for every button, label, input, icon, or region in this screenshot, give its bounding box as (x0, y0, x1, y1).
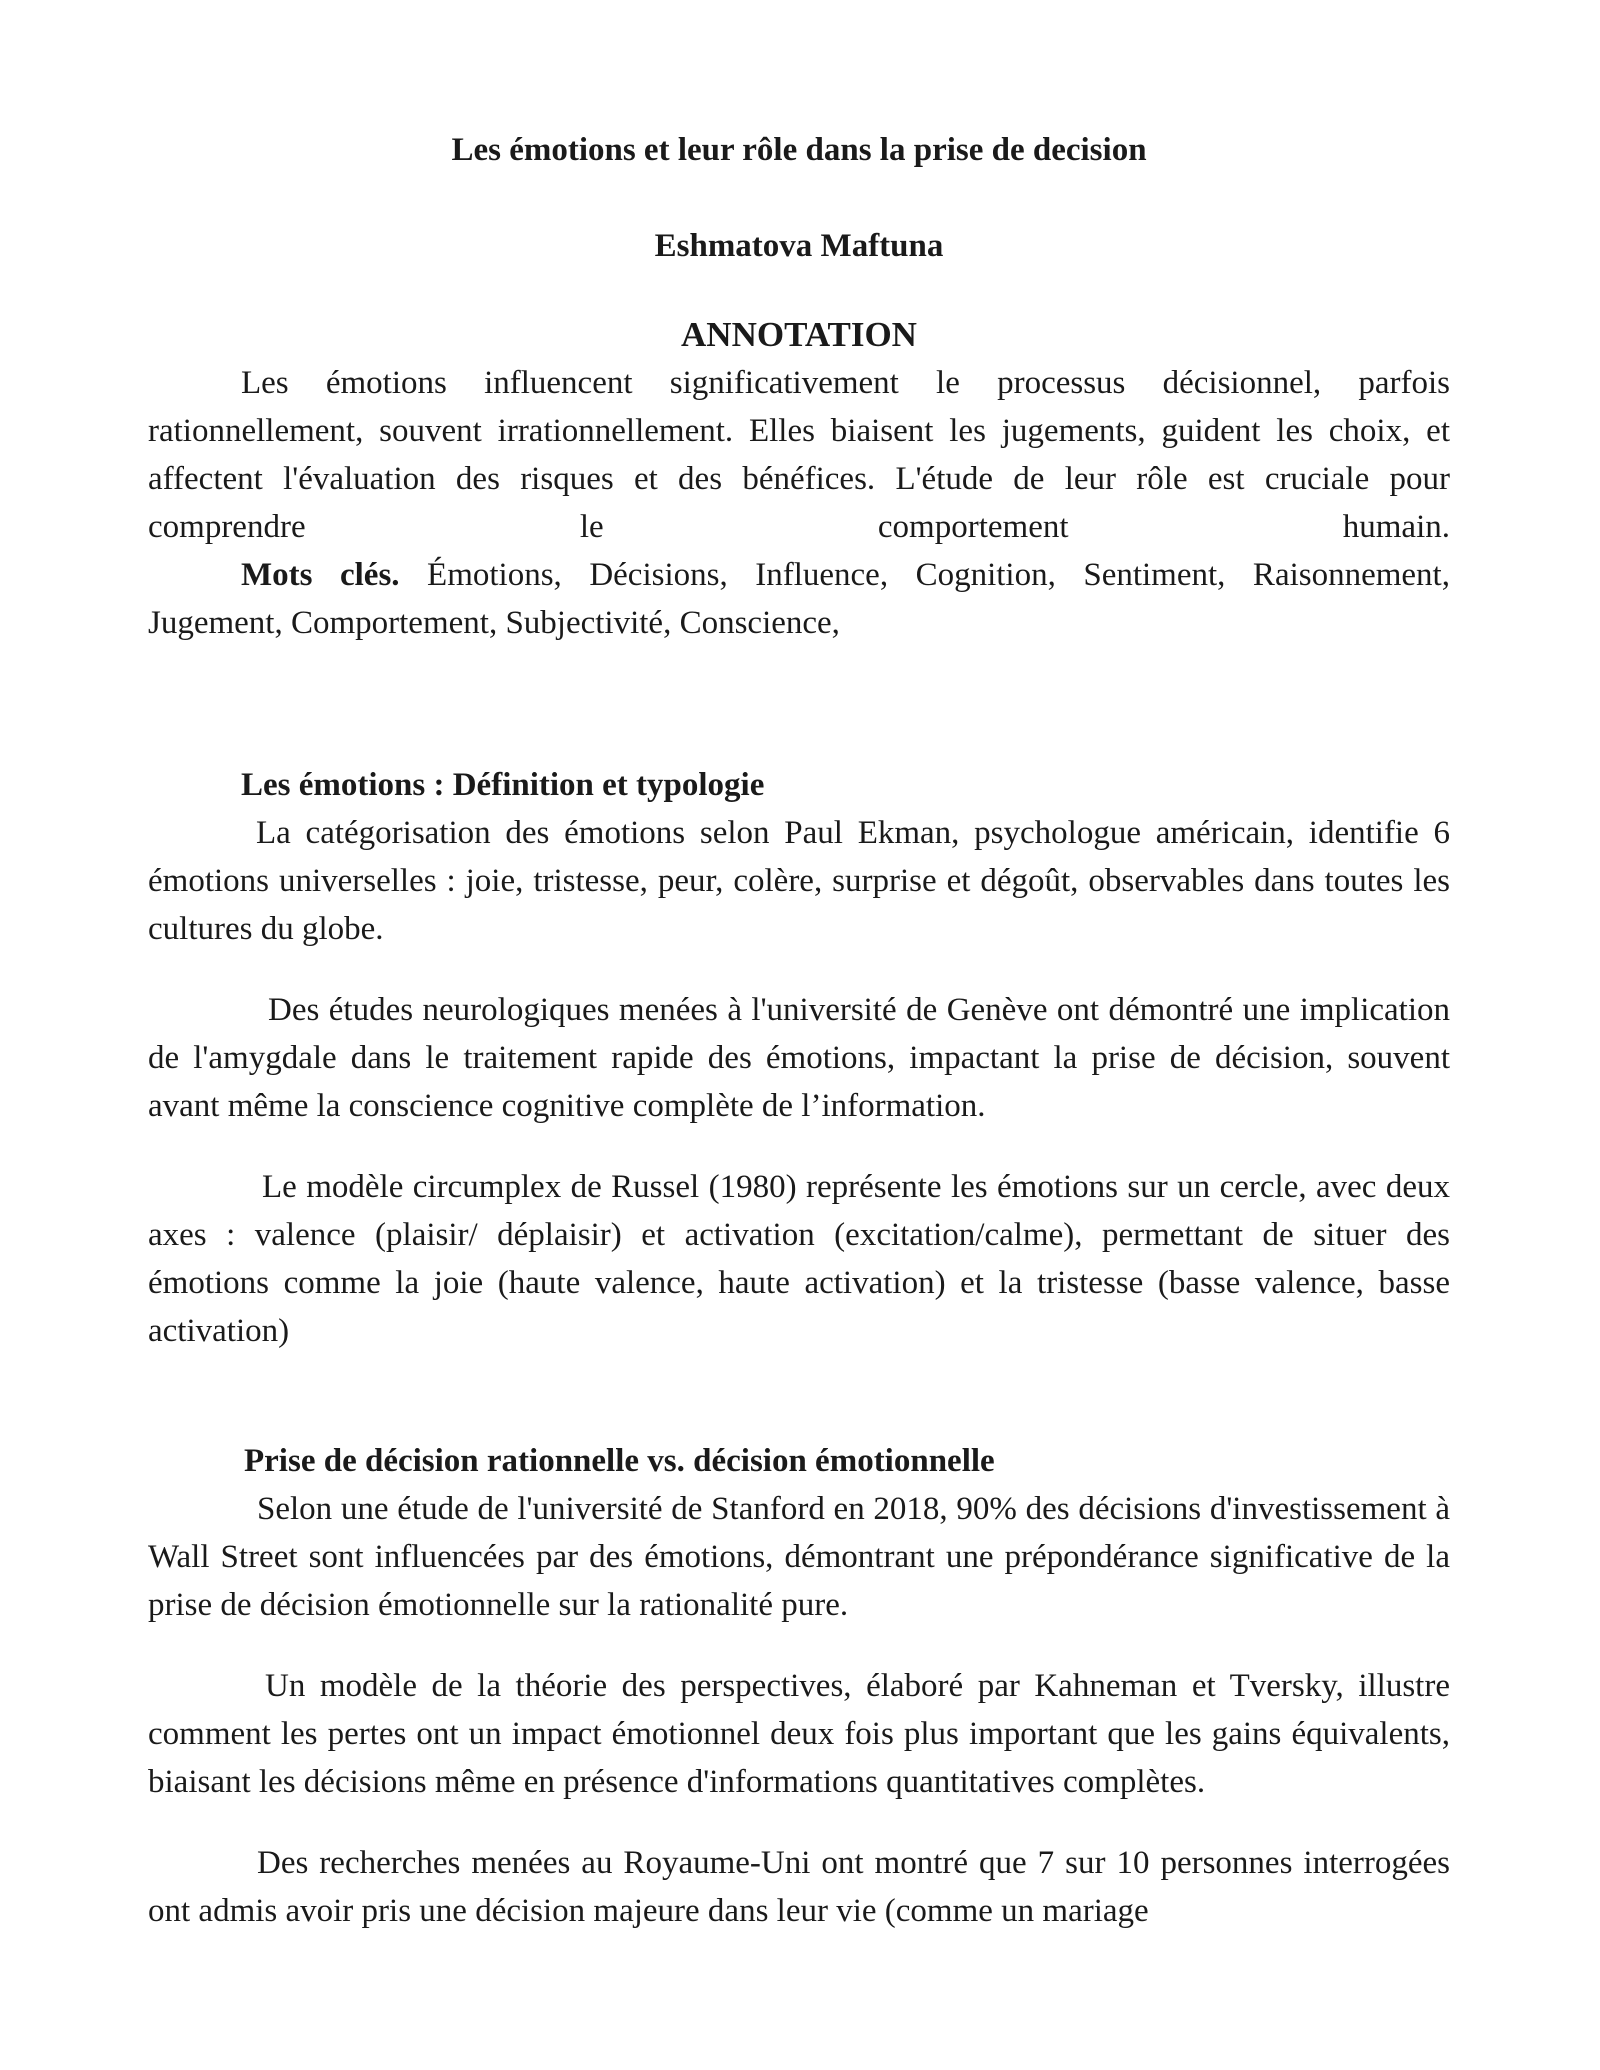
document-author: Eshmatova Maftuna (654, 228, 944, 264)
paragraph: La catégorisation des émotions selon Paul Ekman, psychologue américain, identifie 6 émotions universelles : joie, tristesse, peur, colère, surprise et dégoût, observables dans toutes les cultures du globe. (148, 815, 1450, 947)
document-title: Les émotions et leur rôle dans la prise de decision (451, 132, 1147, 168)
paragraph: Selon une étude de l'université de Stanford en 2018, 90% des décisions d'investissement à Wall Street sont influencées par des émotions, démontrant une prépondérance significative de la prise de décision émotionnelle sur la rationalité pure. (148, 1491, 1450, 1623)
section-heading-decision: Prise de décision rationnelle vs. décision émotionnelle (244, 1443, 995, 1479)
annotation-text: Les émotions influencent significativement le processus décisionnel, parfois rationnellement, souvent irrationnellement. Elles biaisent les jugements, guident les choix, et affectent l'évaluation des risques et des bénéfices. L'étude de leur rôle est cruciale pour comprendre le comportement humain. (148, 365, 1450, 545)
document-page (148, 126, 1450, 1935)
keywords-label: Mots clés. (241, 557, 400, 593)
annotation-heading: ANNOTATION (681, 315, 917, 354)
paragraph: Des recherches menées au Royaume-Uni ont montré que 7 sur 10 personnes interrogées ont admis avoir pris une décision majeure dans leur vie (comme un mariage (148, 1845, 1450, 1929)
keywords-text: Émotions, Décisions, Influence, Cognition, Sentiment, Raisonnement, Jugement, Comportement, Subjectivité, Conscience, (148, 557, 1450, 641)
paragraph: Un modèle de la théorie des perspectives, élaboré par Kahneman et Tversky, illustre comment les pertes ont un impact émotionnel deux fois plus important que les gains équivalents, biaisant les décisions même en présence d'informations quantitatives complètes. (148, 1668, 1450, 1800)
keywords-paragraph (148, 551, 1450, 647)
paragraph: Le modèle circumplex de Russel (1980) représente les émotions sur un cercle, avec deux axes : valence (plaisir/ déplaisir) et activation (excitation/calme), permettant de situer des émotions comme la joie (haute valence, haute activation) et la tristesse (basse valence, basse activation) (148, 1169, 1450, 1349)
section-heading-definition: Les émotions : Définition et typologie (241, 767, 765, 803)
paragraph: Des études neurologiques menées à l'université de Genève ont démontré une implication de l'amygdale dans le traitement rapide des émotions, impactant la prise de décision, souvent avant même la conscience cognitive complète de l’information. (148, 992, 1450, 1124)
